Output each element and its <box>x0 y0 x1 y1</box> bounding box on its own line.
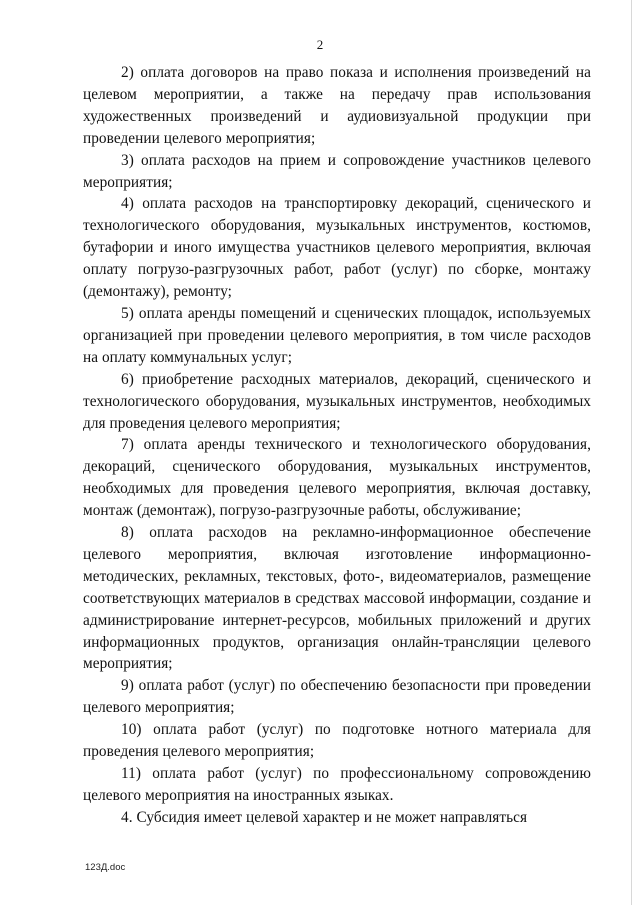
list-item-4: 4) оплата расходов на транспортировку декораций, сценического и технологического оборудования, музыкальных инструментов, костюмов, бутафории и иного имущества участников целевого мероприятия, включая оплату погрузо-разгрузочных работ, работ (услуг) по сборке, монтажу (демонтажу), ремонту; <box>83 195 591 301</box>
list-item-10: 10) оплата работ (услуг) по подготовке нотного материала для проведения целевого мероприятия; <box>83 721 591 761</box>
footer-filename: 123Д.doc <box>85 862 126 873</box>
list-item-6: 6) приобретение расходных материалов, декораций, сценического и технологического оборудования, музыкальных инструментов, необходимых для проведения целевого мероприятия; <box>83 370 591 432</box>
document-body <box>83 62 591 829</box>
list-item-3: 3) оплата расходов на прием и сопровождение участников целевого мероприятия; <box>83 151 591 191</box>
list-item-9: 9) оплата работ (услуг) по обеспечению безопасности при проведении целевого мероприятия; <box>83 677 591 717</box>
list-item-5: 5) оплата аренды помещений и сценических площадок, используемых организацией при проведении целевого мероприятия, в том числе расходов на оплату коммунальных услуг; <box>83 304 591 366</box>
list-item-7: 7) оплата аренды технического и технологического оборудования, декораций, сценического оборудования, музыкальных инструментов, необходимых для проведения целевого мероприятия, включая доставку, монтаж (демонтаж), погрузо-разгрузочные работы, обслуживание; <box>83 436 591 520</box>
list-item-8: 8) оплата расходов на рекламно-информационное обеспечение целевого мероприятия, включая изготовление информационно-методических, рекламных, текстовых, фото-, видеоматериалов, размещение соответствующих материалов в средствах массовой информации, создание и администрирование интернет-ресурсов, мобильных приложений и других информационных продуктов, организация онлайн-трансляции целевого мероприятия; <box>83 524 591 673</box>
page-number: 2 <box>316 37 324 52</box>
list-item-11: 11) оплата работ (услуг) по профессиональному сопровождению целевого мероприятия на иностранных языках. <box>83 765 591 804</box>
scan-edge-line <box>631 0 632 905</box>
list-item-2: 2) оплата договоров на право показа и исполнения произведений на целевом мероприятии, а также на передачу прав использования художественных произведений и аудиовизуальной продукции при проведении целевого мероприятия; <box>83 64 591 147</box>
section-4-paragraph: 4. Субсидия имеет целевой характер и не может направляться <box>121 808 528 826</box>
